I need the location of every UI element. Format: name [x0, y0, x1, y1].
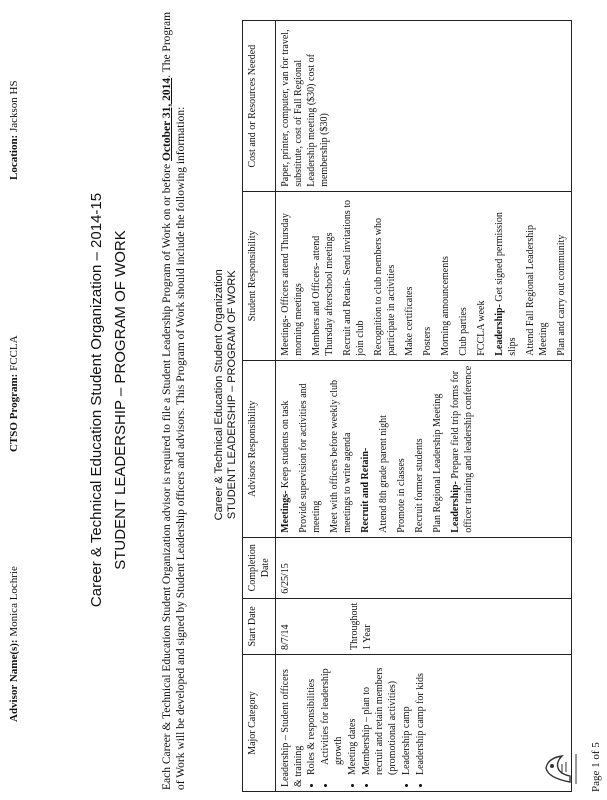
student-text: Club parties — [458, 307, 469, 356]
student-text: FCCLA week — [476, 300, 487, 356]
location-label: Location: — [8, 134, 20, 180]
student-text: Morning announcements — [440, 256, 451, 356]
table-caption-row — [210, 13, 243, 792]
intro-part2: . The Program of Work will be developed and signed by Student Leadership officers and advisors. This Program of Work should include the following information: — [161, 11, 187, 790]
location-name: Jackson HS — [8, 80, 20, 133]
table-caption-line1: Career & Technical Education Student Organization — [213, 269, 225, 521]
student-text: Attend Fall Regional Leadership Meeting — [525, 224, 549, 356]
document-title: Career & Technical Education Student Organization – 2014-15 — [88, 192, 105, 608]
advisor-text: Recruit and Retain- — [360, 447, 371, 533]
start-date-cell — [276, 598, 572, 654]
student-text: Meetings- Officers attend Thursday morning meetings — [280, 213, 304, 356]
advisor-label: Advisor Name(s): — [8, 639, 20, 722]
program-label: CTSO Program: — [8, 373, 20, 452]
advisor-name-line — [8, 566, 20, 722]
student-text: Members and Officers- attend Thursday afterschool meetings — [311, 232, 335, 356]
completion-date: 6/25/15 — [280, 563, 291, 594]
major-item: • Roles & responsibilities — [305, 659, 318, 775]
student-text: Recruit and Retain- Send invitations to join club — [342, 199, 366, 356]
cost-text: Paper, printer, computer, van for travel, substitute, cost of Fall Regional Leadership meeting ($30) cost of membership ($30) — [280, 29, 330, 187]
ctso-program-line — [8, 335, 20, 452]
student-text: Leadership- — [494, 304, 505, 356]
student-text: Posters — [422, 326, 433, 356]
major-item: Leadership – Student officers & training — [280, 669, 304, 787]
student-text: Make certificates — [404, 286, 415, 356]
major-item: • Leadership camp for kids — [414, 659, 427, 775]
program-name: FCCLA — [8, 335, 20, 371]
intro-deadline: October 31, 2014 — [161, 77, 173, 162]
major-item: • Activities for leadership growth — [319, 659, 345, 775]
advisor-text: Keep students on task — [280, 400, 291, 489]
major-category-cell — [276, 655, 572, 792]
student-text: Plan and carry out community — [556, 234, 567, 356]
completion-date-cell — [276, 537, 572, 598]
header-major-category: Major Category — [243, 655, 276, 792]
cost-resources-cell — [276, 21, 572, 191]
advisor-text: Prepare field trip forms for officer training and leadership conference — [450, 365, 474, 533]
header-advisors-responsibility: Advisors Responsibility — [243, 360, 276, 537]
major-item: • Meeting dates — [346, 659, 359, 775]
advisor-text: Recruit former students — [414, 438, 425, 533]
table-row — [276, 13, 572, 792]
advisor-text: Attend 8th grade parent night — [378, 415, 389, 533]
document-subtitle: STUDENT LEADERSHIP – PROGRAM OF WORK — [112, 230, 129, 570]
program-of-work-table — [210, 12, 572, 792]
advisor-name: Monica Lochrie — [8, 566, 20, 637]
start-date: Throughout 1 Year — [349, 602, 373, 650]
intro-part1: Each Career & Technical Education Student Organization advisor is required to file a Student Leadership Program of Work on or before — [161, 161, 173, 790]
major-item: • Leadership camp — [400, 659, 413, 775]
page-number: Page 1 of 5 — [590, 742, 602, 792]
advisor-text: Meetings- — [280, 490, 291, 533]
table-header-row — [243, 13, 276, 792]
advisor-text: Promote in classes — [396, 458, 407, 533]
advisor-text: Meet with officers before weekly club meetings to write agenda — [329, 379, 353, 533]
major-item: • Membership – plan to recruit and retain members (promotional activities) — [360, 659, 399, 775]
intro-paragraph — [160, 10, 188, 790]
start-date: 8/7/14 — [280, 624, 291, 650]
advisor-text: Provide supervision for activities and meeting — [298, 383, 322, 533]
table-caption-line2: STUDENT LEADERSHIP – PROGRAM OF WORK — [226, 270, 238, 520]
advisor-text: Plan Regional Leadership Meeting — [432, 393, 443, 533]
advisors-responsibility-cell — [276, 360, 572, 537]
student-text: Get signed permission slips — [494, 212, 518, 356]
header-student-responsibility: Student Responsibility — [243, 191, 276, 360]
student-responsibility-cell — [276, 191, 572, 360]
header-cost-resources: Cost and or Resources Needed — [243, 21, 276, 191]
header-start-date: Start Date — [243, 598, 276, 654]
header-completion-date: Completion Date — [243, 537, 276, 598]
advisor-text: Leadership- — [450, 481, 461, 533]
location-line — [8, 80, 20, 180]
student-text: Recognition to club members who participate in activities — [373, 218, 397, 356]
table-caption — [210, 191, 243, 598]
